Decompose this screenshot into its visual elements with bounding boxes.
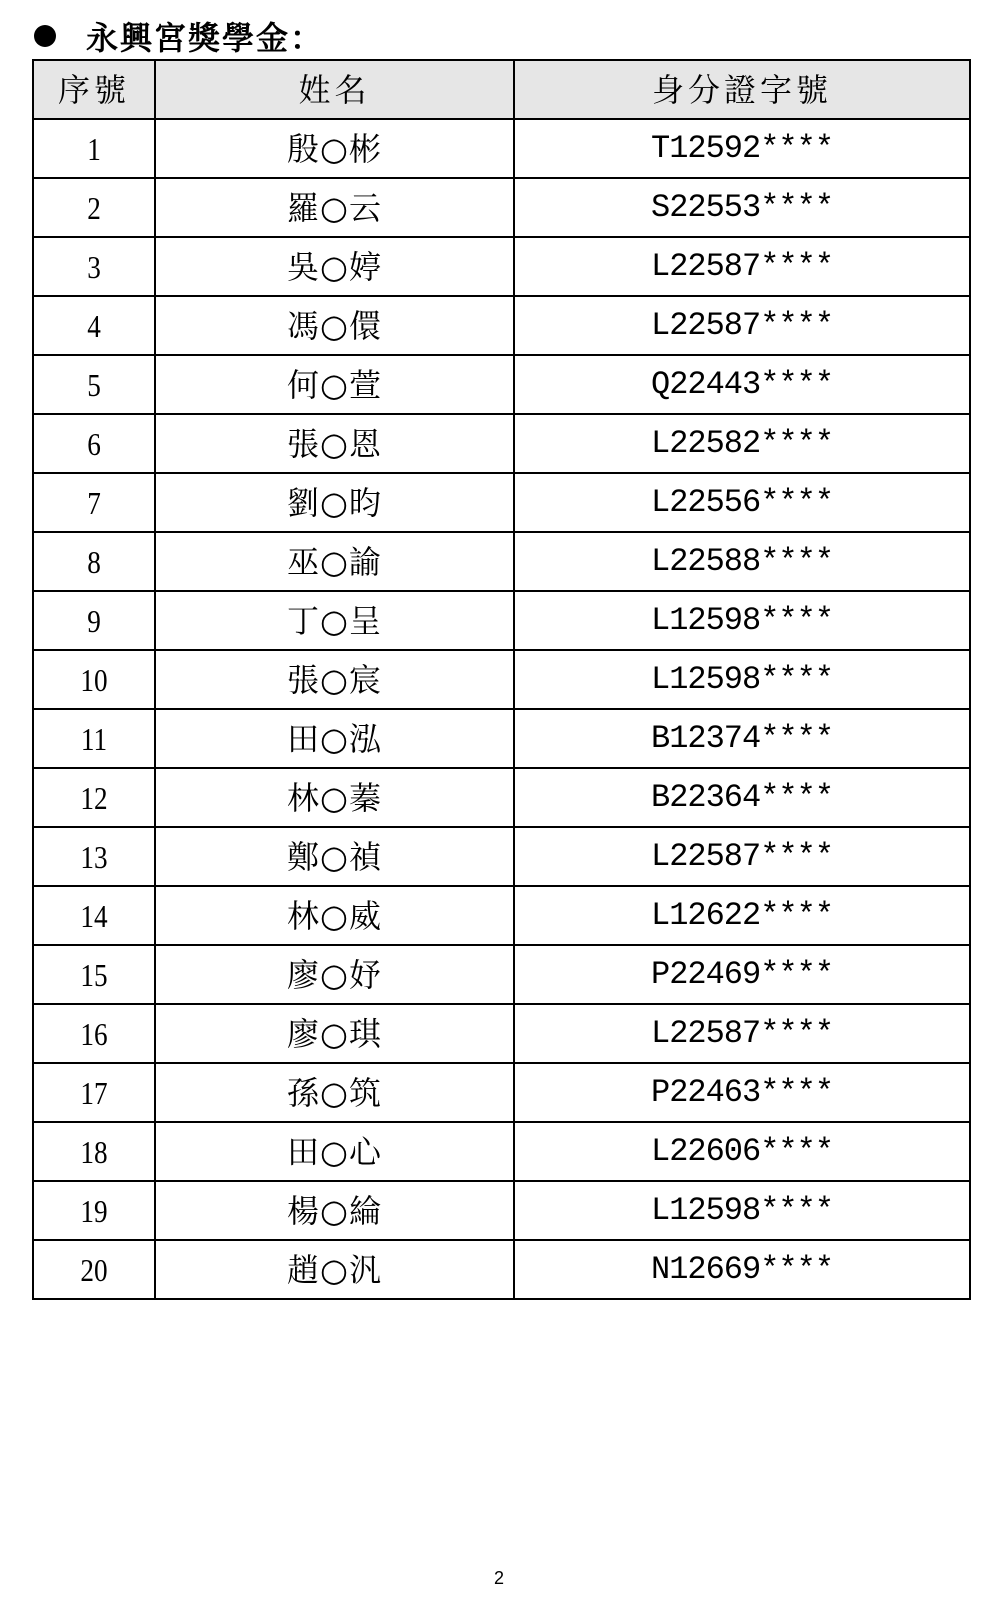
row-number: 5 [42,355,146,414]
table-row [33,591,970,650]
id-number: S22553**** [514,178,970,237]
bullet-icon [34,25,56,47]
table-row [33,296,970,355]
recipient-name: 馮○儇 [155,296,514,355]
id-number: L22588**** [514,532,970,591]
row-number: 11 [42,709,146,768]
recipient-name: 吳○婷 [155,237,514,296]
page-number: 2 [493,1568,504,1588]
row-number: 13 [42,827,146,886]
row-number: 16 [42,1004,146,1063]
row-number: 15 [42,945,146,1004]
table-row [33,650,970,709]
table-row [33,1240,970,1299]
column-header-id: 身分證字號 [514,60,970,119]
id-number: L22587**** [514,296,970,355]
recipient-name: 林○蓁 [155,768,514,827]
row-number: 3 [42,237,146,296]
id-number: L12598**** [514,591,970,650]
id-number: P22463**** [514,1063,970,1122]
table-row [33,1063,970,1122]
row-number: 6 [42,414,146,473]
recipient-name: 張○恩 [155,414,514,473]
table-header-row [33,60,970,119]
id-number: L22587**** [514,237,970,296]
id-number: B12374**** [514,709,970,768]
recipient-name: 孫○筑 [155,1063,514,1122]
table-row [33,355,970,414]
id-number: L22587**** [514,1004,970,1063]
table-row [33,1181,970,1240]
section-title: 永興宮獎學金： [86,19,325,57]
id-number: P22469**** [514,945,970,1004]
row-number: 20 [42,1240,146,1299]
recipient-name: 殷○彬 [155,119,514,178]
column-header-seq: 序號 [33,60,155,119]
row-number: 7 [42,473,146,532]
row-number: 8 [42,532,146,591]
table-row [33,709,970,768]
row-number: 10 [42,650,146,709]
row-number: 12 [42,768,146,827]
table-row [33,1122,970,1181]
recipient-name: 楊○綸 [155,1181,514,1240]
table-body [33,119,970,1299]
section-heading [34,14,324,58]
recipient-name: 林○威 [155,886,514,945]
table-row [33,886,970,945]
id-number: T12592**** [514,119,970,178]
column-header-name: 姓名 [155,60,514,119]
table-row [33,414,970,473]
id-number: L22587**** [514,827,970,886]
table-row [33,178,970,237]
recipient-name: 田○心 [155,1122,514,1181]
id-number: Q22443**** [514,355,970,414]
recipient-name: 廖○琪 [155,1004,514,1063]
recipient-name: 趙○汎 [155,1240,514,1299]
recipient-name: 劉○昀 [155,473,514,532]
table-row [33,827,970,886]
recipient-name: 張○宸 [155,650,514,709]
recipient-name: 何○萱 [155,355,514,414]
table-row [33,532,970,591]
recipient-name: 鄭○禎 [155,827,514,886]
row-number: 4 [42,296,146,355]
row-number: 9 [42,591,146,650]
scholarship-table [32,59,971,1300]
id-number: L22556**** [514,473,970,532]
recipient-name: 廖○妤 [155,945,514,1004]
row-number: 14 [42,886,146,945]
id-number: B22364**** [514,768,970,827]
id-number: N12669**** [514,1240,970,1299]
recipient-name: 丁○呈 [155,591,514,650]
table-row [33,945,970,1004]
id-number: L22606**** [514,1122,970,1181]
table-row [33,768,970,827]
table-row [33,237,970,296]
table-row [33,473,970,532]
id-number: L12622**** [514,886,970,945]
row-number: 1 [42,119,146,178]
id-number: L12598**** [514,650,970,709]
row-number: 2 [42,178,146,237]
id-number: L22582**** [514,414,970,473]
table-row [33,1004,970,1063]
row-number: 17 [42,1063,146,1122]
row-number: 19 [42,1181,146,1240]
id-number: L12598**** [514,1181,970,1240]
recipient-name: 羅○云 [155,178,514,237]
recipient-name: 巫○諭 [155,532,514,591]
recipient-name: 田○泓 [155,709,514,768]
row-number: 18 [42,1122,146,1181]
table-row [33,119,970,178]
